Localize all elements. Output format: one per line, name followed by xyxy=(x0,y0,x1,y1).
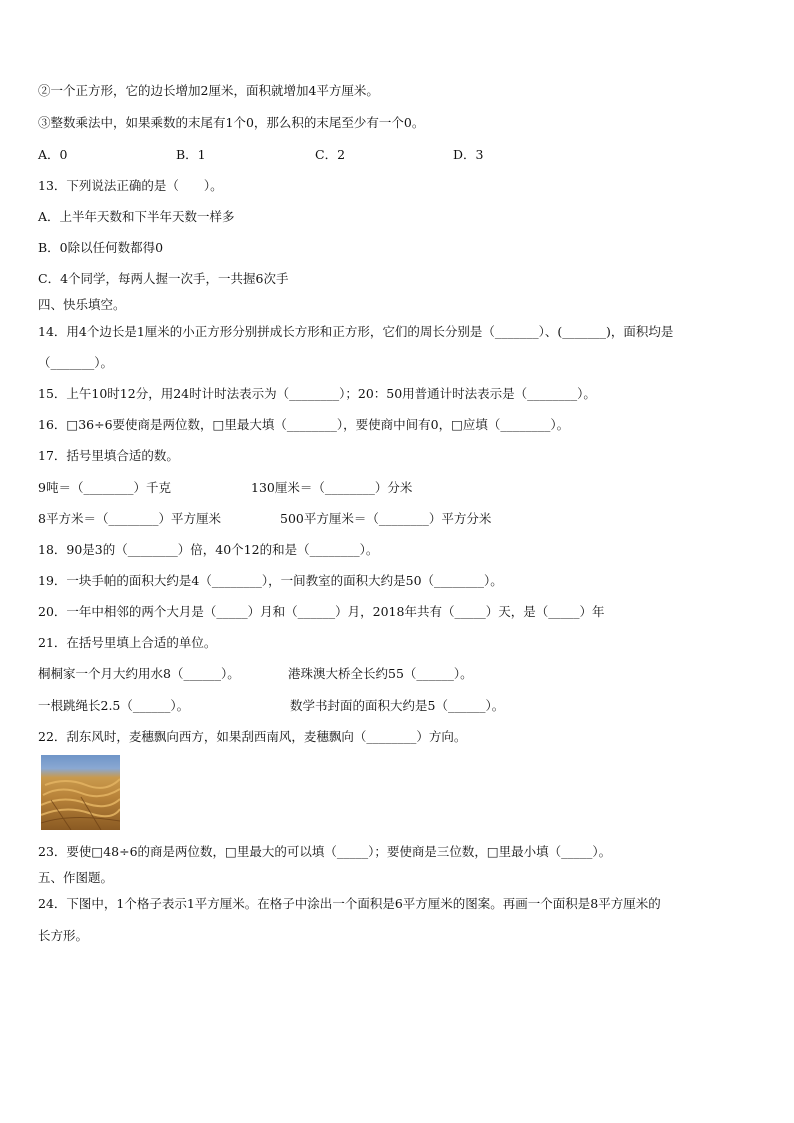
q17-row1-a: 9吨＝（________）千克 xyxy=(38,480,171,495)
wheat-stalks-icon xyxy=(41,755,120,830)
question-20: 20．一年中相邻的两个大月是（_____）月和（______）月，2018年共有（_____）天，是（_____）年 xyxy=(38,604,605,619)
q21-row2-a: 一根跳绳长2.5（______）。 xyxy=(38,698,190,713)
question-16: 16．□36÷6要使商是两位数，□里最大填（________），要使商中间有0，□应填（________）。 xyxy=(38,417,570,432)
question-17: 17．括号里填合适的数。 xyxy=(38,448,179,463)
question-14-line1: 14．用4个边长是1厘米的小正方形分别拼成长方形和正方形，它们的周长分别是（_______）、(_______)，面积均是 xyxy=(38,324,674,339)
question-15: 15．上午10时12分，用24时计时法表示为（________）；20：50用普通计时法表示是（________）。 xyxy=(38,386,596,401)
q21-row1-a: 桐桐家一个月大约用水8（______）。 xyxy=(38,666,240,681)
question-23: 23．要使□48÷6的商是两位数，□里最大的可以填（_____）；要使商是三位数，□里最小填（_____）。 xyxy=(38,844,612,859)
wheat-photo xyxy=(41,755,120,830)
question-22: 22．刮东风时，麦穗飘向西方，如果刮西南风，麦穗飘向（________）方向。 xyxy=(38,729,467,744)
q17-row2-a: 8平方米＝（________）平方厘米 xyxy=(38,511,221,526)
question-21: 21．在括号里填上合适的单位。 xyxy=(38,635,217,650)
q12-option-b: B．1 xyxy=(176,147,206,162)
statement-2: ②一个正方形，它的边长增加2厘米，面积就增加4平方厘米。 xyxy=(38,83,379,98)
section-5-heading: 五、作图题。 xyxy=(38,870,114,885)
question-24-line2: 长方形。 xyxy=(38,928,89,943)
question-14-line2: （_______）。 xyxy=(38,355,114,370)
q13-option-c: C．4个同学，每两人握一次手，一共握6次手 xyxy=(38,271,289,286)
question-18: 18．90是3的（________）倍，40个12的和是（________）。 xyxy=(38,542,379,557)
q13-option-b: B．0除以任何数都得0 xyxy=(38,240,164,255)
q12-option-a: A．0 xyxy=(38,147,68,162)
question-19: 19．一块手帕的面积大约是4（________），一间教室的面积大约是50（________）。 xyxy=(38,573,503,588)
section-4-heading: 四、快乐填空。 xyxy=(38,297,126,312)
question-13: 13．下列说法正确的是（ ）。 xyxy=(38,178,223,193)
q12-option-d: D．3 xyxy=(453,147,484,162)
q21-row1-b: 港珠澳大桥全长约55（______）。 xyxy=(288,666,473,681)
q17-row2-b: 500平方厘米＝（________）平方分米 xyxy=(280,511,492,526)
q13-option-a: A．上半年天数和下半年天数一样多 xyxy=(38,209,235,224)
statement-3: ③整数乘法中，如果乘数的末尾有1个0，那么积的末尾至少有一个0。 xyxy=(38,115,425,130)
q21-row2-b: 数学书封面的面积大约是5（______）。 xyxy=(290,698,505,713)
question-24-line1: 24．下图中，1个格子表示1平方厘米。在格子中涂出一个面积是6平方厘米的图案。再画一个面积是8平方厘米的 xyxy=(38,896,661,911)
q12-option-c: C．2 xyxy=(315,147,346,162)
q17-row1-b: 130厘米＝（________）分米 xyxy=(251,480,413,495)
